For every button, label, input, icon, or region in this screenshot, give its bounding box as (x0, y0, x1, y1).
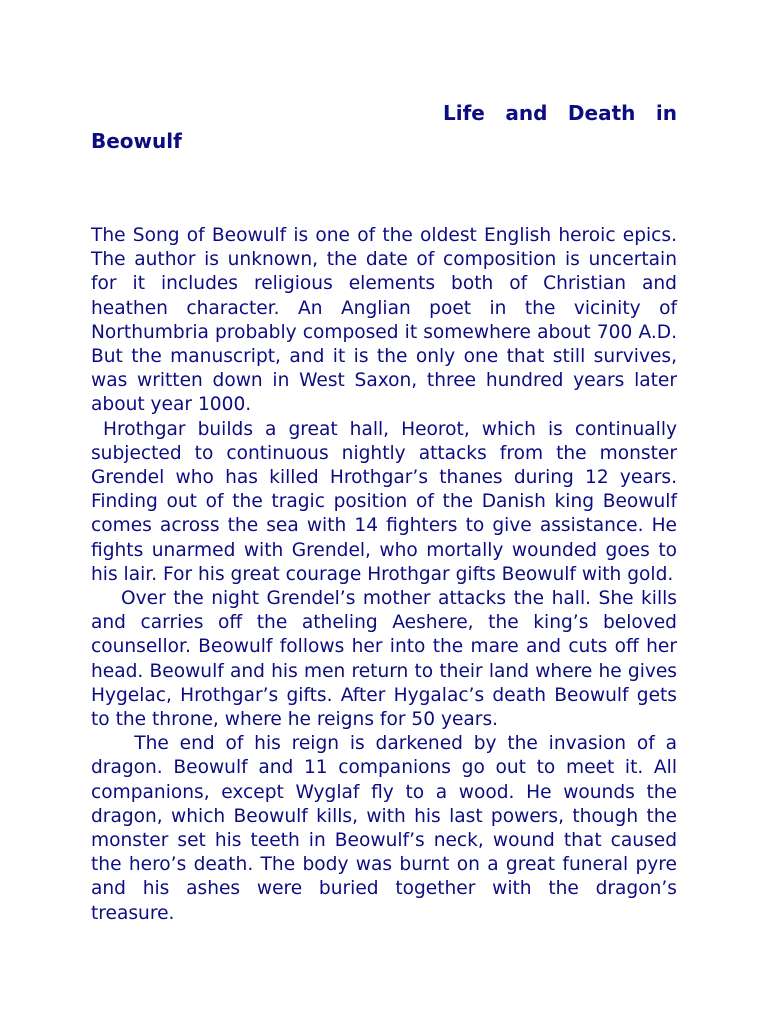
paragraph-dragon: The end of his reign is darkened by the invasion of a dragon. Beowulf and 11 companions go out to meet it. All companions, except Wyglaf fly to a wood. He wounds the dragon, which Beowulf kills, with his last powers, though the monster set his teeth in Beowulf’s neck, wound that caused the hero’s death. The body was burnt on a great funeral pyre and his ashes were buried together with the dragon’s treasure. (91, 733, 683, 924)
paragraph-grendels-mother: Over the night Grendel’s mother attacks the hall. She kills and carries off the atheling Aeshere, the king’s beloved counsellor. Beowulf follows her into the mare and cuts off her head. Beowulf and his men return to their land where he gives Hygelac, Hrothgar’s gifts. After Hygalac’s death Beowulf gets to the throne, where he reigns for 50 years. (91, 588, 683, 731)
paragraph-intro: The Song of Beowulf is one of the oldest English heroic epics. The author is unknown, the date of composition is uncertain for it includes religious elements both of Christian and heathen character. An Anglian poet in the vicinity of Northumbria probably composed it somewhere about 700 A.D. But the manuscript, and it is the only one that still survives, was written down in West Saxon, three hundred years later about year 1000. (91, 225, 683, 416)
paragraph-hrothgar: Hrothgar builds a great hall, Heorot, which is continually subjected to continuous nightly attacks from the monster Grendel who has killed Hrothgar’s thanes during 12 years. Finding out of the tragic position of the Danish king Beowulf comes across the sea with 14 fighters to give assistance. He fights unarmed with Grendel, who mortally wounded goes to his lair. For his great courage Hrothgar gifts Beowulf with gold. (91, 418, 683, 585)
document-body (91, 224, 683, 926)
document-title (91, 99, 677, 155)
document-title-text: Life and Death in Beowulf (91, 101, 677, 153)
